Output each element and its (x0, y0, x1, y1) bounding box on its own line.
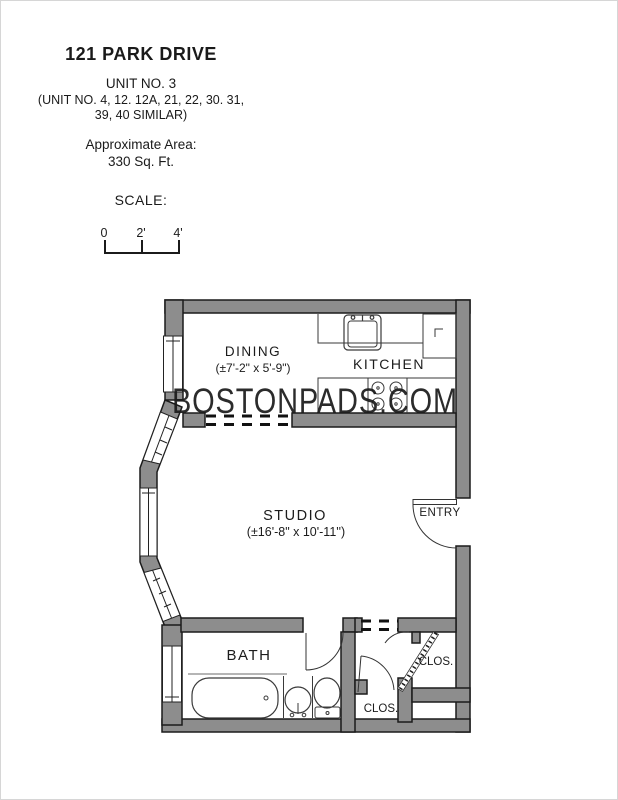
bath-sink-fixture (285, 687, 311, 717)
room-label-closet-bottom: CLOS. (363, 703, 399, 715)
window-bay-lower (144, 568, 180, 622)
wall-right-lower (456, 546, 470, 732)
wall-closet-bottom (412, 688, 470, 702)
wall-top (165, 300, 470, 313)
bostonpads-watermark: BOSTONPADS.COM (172, 382, 458, 421)
window-bay-center (140, 488, 157, 556)
room-label-bath: BATH (226, 647, 272, 664)
bathtub-fixture (192, 678, 278, 718)
room-dims-dining: (±7'-2" x 5'-9") (215, 361, 291, 375)
wall-closet-stub-left (355, 680, 367, 694)
scale-bar-ticks (101, 226, 183, 240)
scale-tick-0: 0 (100, 226, 108, 240)
kitchen-sink-fixture (344, 315, 381, 350)
bath-fixtures (188, 674, 340, 718)
room-label-closet-right: CLOS. (418, 656, 454, 668)
room-dims-studio: (±16'-8" x 10'-11'') (246, 525, 346, 539)
room-label-dining: DINING (224, 344, 282, 359)
wall-right-upper (456, 300, 470, 498)
refrigerator-fixture (423, 314, 456, 358)
wall-bath-top (181, 618, 303, 632)
wall-hall-top-right (398, 618, 456, 632)
area-value: 330 Sq. Ft. (107, 153, 175, 169)
scale-bar (105, 240, 179, 253)
bath-door (306, 633, 343, 670)
scale-tick-2: 2' (136, 226, 146, 240)
unit-number: UNIT NO. 3 (105, 76, 177, 91)
room-label-kitchen: KITCHEN (353, 356, 425, 372)
room-label-entry: ENTRY (419, 507, 461, 519)
page-title: 121 PARK DRIVE (65, 44, 217, 64)
scale-label: SCALE: (114, 192, 168, 208)
area-label: Approximate Area: (85, 137, 197, 152)
wall-bath-right (341, 632, 355, 732)
window-bath (163, 646, 182, 702)
similar-units-line1: (UNIT NO. 4, 12. 12A, 21, 22, 30. 31, (37, 93, 245, 107)
room-label-studio: STUDIO (263, 508, 327, 524)
similar-units-line2: 39, 40 SIMILAR) (94, 107, 188, 122)
scale-tick-4: 4' (173, 226, 183, 240)
plan-header (15, 44, 267, 208)
toilet-fixture (314, 678, 340, 718)
wall-bottom (162, 719, 470, 732)
wall-hall-top-left (355, 618, 362, 632)
wall-closet-stub-top (412, 632, 420, 643)
